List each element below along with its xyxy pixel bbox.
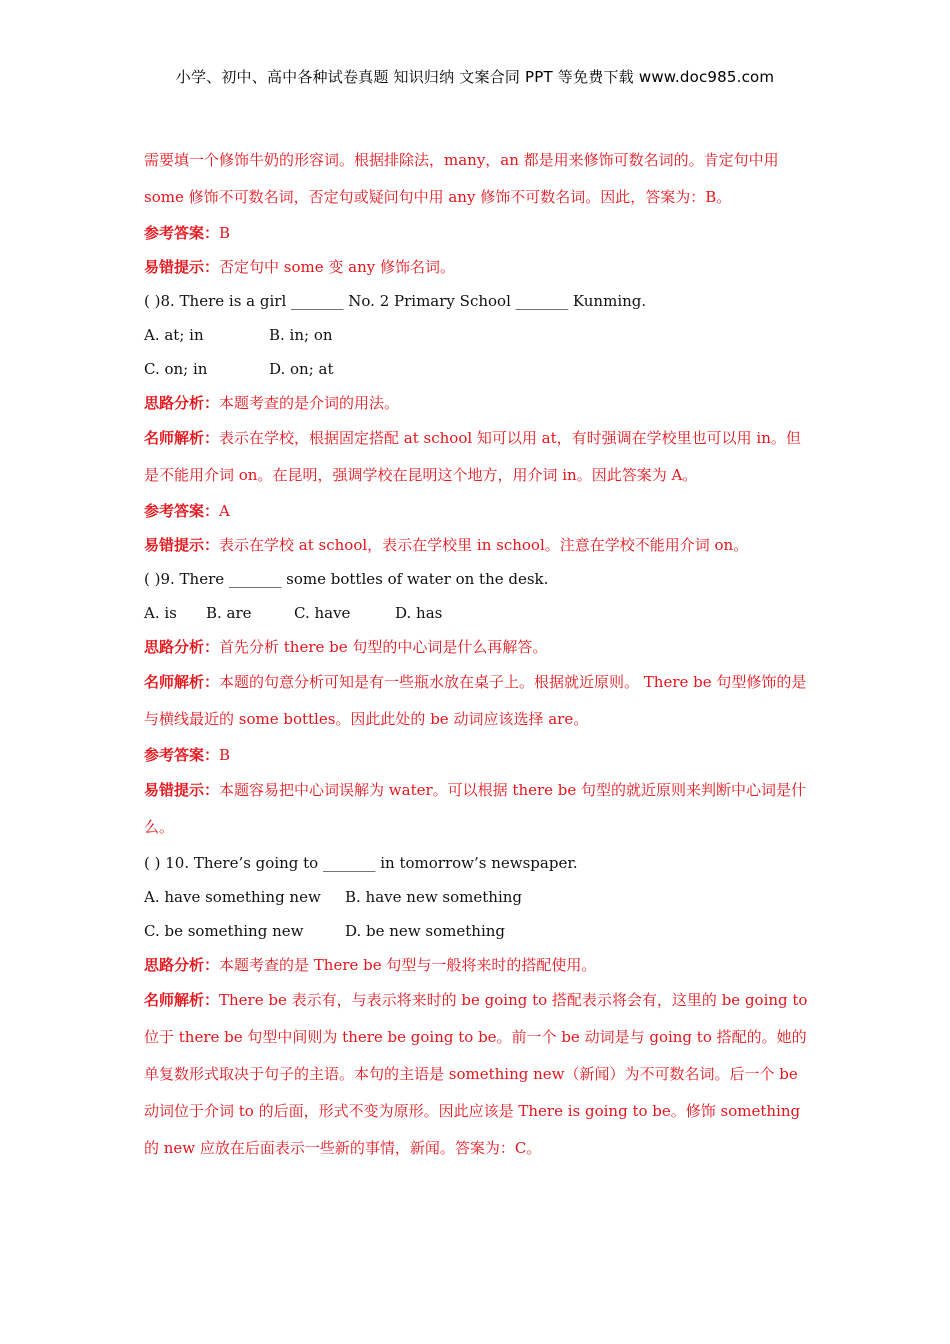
q9-tip-line <box>144 772 812 846</box>
q7-tip-line <box>144 250 812 284</box>
q9-teacher-line <box>144 664 812 738</box>
document-body <box>144 142 812 1167</box>
q10-teacher-line <box>144 982 812 1167</box>
q8-teacher: 表示在学校，根据固定搭配 at school 知可以用 at，有时强调在学校里也可以用 in。但是不能用介词 on。在昆明，强调学校在昆明这个地方，用介词 in。因此答案为 A。 <box>144 429 801 484</box>
q10-teacher: There be 表示有，与表示将来时的 be going to 搭配表示将会有，这里的 be going to 位于 there be 句型中间则为 there be going to be。前一个 be 动词是与 going to 搭配的。她的单复数形式取决于句子的主语。本句的主语是 something new（新闻）为不可数名词。后一个 be 动词位于介词 to 的后面，形式不变为原形。因此应该是 There is going to be。修饰 something 的 new 应放在后面表示一些新的事情，新闻。答案为：C。 <box>144 991 808 1157</box>
q9-option-c: C. have <box>294 604 351 622</box>
q10-analysis: 本题考查的是 There be 句型与一般将来时的搭配使用。 <box>219 956 597 974</box>
q9-answer-line <box>144 738 812 772</box>
q10-options-row2 <box>144 914 812 948</box>
q9-option-b: B. are <box>206 604 252 622</box>
q8-answer-line <box>144 494 812 528</box>
q9-option-d: D. has <box>395 604 443 622</box>
q9-answer: B <box>219 746 231 764</box>
teacher-label: 名师解析： <box>144 991 220 1009</box>
q7-tip: 否定句中 some 变 any 修饰名词。 <box>219 258 455 276</box>
q9-tip: 本题容易把中心词误解为 water。可以根据 there be 句型的就近原则来判断中心词是什么。 <box>144 781 807 836</box>
q8-option-b: B. in; on <box>269 326 333 344</box>
q8-answer: A <box>219 502 230 520</box>
q10-option-d: D. be new something <box>345 922 505 940</box>
q8-stem: ( )8. There is a girl _______ No. 2 Primary School _______ Kunming. <box>144 292 647 310</box>
q8-option-a: A. at; in <box>144 326 204 344</box>
tip-label: 易错提示： <box>144 536 220 554</box>
q10-analysis-line <box>144 948 812 982</box>
analysis-label: 思路分析： <box>144 394 220 412</box>
q9-option-a: A. is <box>144 604 177 622</box>
answer-label: 参考答案： <box>144 502 220 520</box>
q8-options-row1 <box>144 318 812 352</box>
tip-label: 易错提示： <box>144 258 220 276</box>
analysis-label: 思路分析： <box>144 638 220 656</box>
page-header: 小学、初中、高中各种试卷真题 知识归纳 文案合同 PPT 等免费下载 www.doc985.com <box>175 68 775 86</box>
q8-analysis-line <box>144 386 812 420</box>
answer-label: 参考答案： <box>144 224 220 242</box>
q8-analysis: 本题考查的是介词的用法。 <box>219 394 400 412</box>
q8-options-row2 <box>144 352 812 386</box>
q8-option-c: C. on; in <box>144 360 208 378</box>
teacher-label: 名师解析： <box>144 429 220 447</box>
q7-answer: B <box>219 224 231 242</box>
q9-analysis-line <box>144 630 812 664</box>
q8-tip: 表示在学校 at school，表示在学校里 in school。注意在学校不能用介词 on。 <box>219 536 749 554</box>
q8-teacher-line <box>144 420 812 494</box>
q9-teacher: 本题的句意分析可知是有一些瓶水放在桌子上。根据就近原则。 There be 句型修饰的是与横线最近的 some bottles。因此此处的 be 动词应该选择 are。 <box>144 673 807 728</box>
q8-option-d: D. on; at <box>269 360 334 378</box>
q10-option-b: B. have new something <box>345 888 523 906</box>
answer-label: 参考答案： <box>144 746 220 764</box>
q8-tip-line <box>144 528 812 562</box>
q9-stem: ( )9. There _______ some bottles of water on the desk. <box>144 570 549 588</box>
q7-explanation: 需要填一个修饰牛奶的形容词。根据排除法，many，an 都是用来修饰可数名词的。肯定句中用 some 修饰不可数名词，否定句或疑问句中用 any 修饰不可数名词。因此，答案为：B。 <box>144 151 779 206</box>
teacher-label: 名师解析： <box>144 673 220 691</box>
q10-option-a: A. have something new <box>144 888 321 906</box>
q10-options-row1 <box>144 880 812 914</box>
q10-option-c: C. be something new <box>144 922 304 940</box>
q9-options <box>144 596 812 630</box>
analysis-label: 思路分析： <box>144 956 220 974</box>
tip-label: 易错提示： <box>144 781 220 799</box>
q10-stem: ( ) 10. There’s going to _______ in tomorrow’s newspaper. <box>144 854 578 872</box>
q7-answer-line <box>144 216 812 250</box>
q9-analysis: 首先分析 there be 句型的中心词是什么再解答。 <box>219 638 548 656</box>
